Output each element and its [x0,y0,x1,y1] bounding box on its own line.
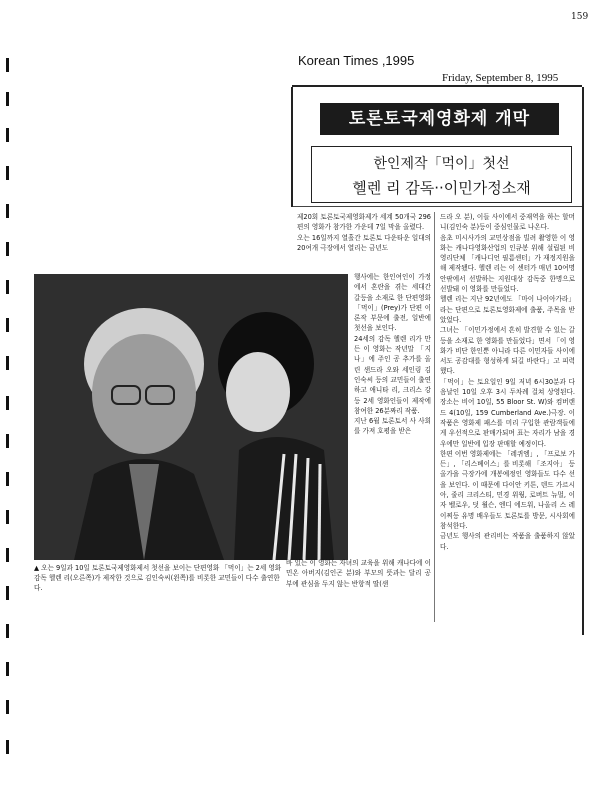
paragraph: 헬렌 리는 지난 92년에도 「마이 나이아가라」라는 단편으로 토론토영화제에 출품, 주목을 받았었다. [440,295,575,324]
paragraph: 24세의 감독 헬렌 리가 만든 이 영화는 작년말 「지나」에 주인 공 추가를 올린 샌드라 오와 세인링 김 인숙씨 등의 교민들이 출연하고 애니타 리, 크리스 강등 2세 영화인들이 제작에 참여한 26분짜리 작품. [354,334,431,415]
news-photo [34,274,350,560]
clipping-right-rule [582,87,584,635]
paragraph: 그녀는 「이민가정에서 흔히 발견할 수 있는 갈등을 소재로 한 영화를 만들었다」면서 「이 영화가 비단 한인뿐 아니라 다른 이민자들 사이에서도 공감대를 형성하게 되길 바란다」고 피력했다. [440,326,575,376]
punch-mark [6,204,9,218]
paragraph: 제20회 토론토국제영화제가 세계 50개국 296편의 영화가 참가한 가운데 7일 막을 올렸다. [297,213,431,232]
photo-caption: ▲ 오는 9일과 10일 토론토국제영화제서 첫선을 보이는 단편영화 「먹이」는 2세 영화감독 헬렌 리(오른쪽)가 제작한 것으로 김인숙씨(왼쪽)를 비롯한 교민들이 다수 출연한다. [34,564,282,592]
photo-image [34,274,348,560]
headline: 토론토국제영화제 개막 [320,103,559,135]
paragraph: 음초 미시사가의 교민상점을 빌려 촬영한 이 영화는 캐나다영화산업의 인큐봉 위해 설립된 비영리단체 「캐나디언 필름센터」가 재정지원을 해 제작됐다. 헬렌 리는 이 센터가 매년 10여명 안팎에서 선발하는 지원대상 감독중 한명으로 선발돼 이 영화를 만들었다. [440,233,575,294]
punch-mark [6,166,9,180]
article-column-b [354,272,431,437]
lead-rule [293,206,582,207]
paragraph: 드라 오 분), 이들 사이에서 중재역을 하는 할머니(김인숙 분)등이 중심인물로 나온다. [440,213,575,232]
column-rule [434,212,435,622]
punch-mark [6,434,9,448]
article-column-c [286,558,431,589]
paragraph: 금년도 행사의 관리비는 작품을 출품하지 않았다. [440,532,575,551]
paragraph: 바 있는 이 영화는 자녀의 교육을 위해 캐나다에 이민온 아버지(김인곤 분)와 부모의 뜻과는 달리 공부에 관심을 두지 않는 반항적 딸(샌 [286,559,431,588]
punch-mark [6,318,9,332]
punch-mark [6,356,9,370]
punch-mark [6,92,9,106]
subhead-line-1: 한인제작「먹이」첫선 [373,156,510,172]
article-column-d [440,212,575,552]
dateline: Friday, September 8, 1995 [442,72,559,84]
punch-mark [6,128,9,142]
article-column-a [297,212,431,253]
punch-mark [6,740,9,754]
punch-mark [6,280,9,294]
paragraph: 지난 6월 토론토서 사 사회를 가져 호평을 받은 [354,417,431,436]
clipping-left-rule [291,87,293,207]
punch-mark [6,510,9,524]
subhead-box [311,146,572,203]
paragraph: 오는 16일까지 열흘간 토론토 다운타운 일대의 20여개 극장에서 열리는 금년도 [297,233,431,252]
punch-mark [6,586,9,600]
paragraph: 「먹이」는 토요일인 9일 저녁 6시30분과 다음날인 10일 오후 3시 두차례 걸쳐 상영된다. 장소는 비어 10일, 55 Bloor St. W)와 컴버랜드 4(10일, 159 Cumberland Ave.)극장. 이 작품은 영화제 패스를 미리 구입한 관람객들에게 우선적으로 판매가되며 표는 자리가 남을 경우에만 일반에 입장 판매할 예정이다. [440,377,575,448]
page-number: 159 [571,12,589,22]
clipping-top-rule [292,85,582,87]
punch-mark [6,700,9,714]
punch-mark [6,662,9,676]
punch-mark [6,396,9,410]
punch-mark [6,242,9,256]
paragraph: 행사에는 한인여인이 가정에서 혼란을 겪는 세대간 갈등을 소재로 한 단편영화 「먹이」(Prey)가 단편 이론작 부문에 출전, 일반에 첫선을 보인다. [354,273,431,333]
source-label: Korean Times ,1995 [298,53,415,68]
punch-mark [6,624,9,638]
subhead-line-2: 헬렌 리 감독··이민가정소재 [352,179,531,197]
punch-mark [6,548,9,562]
punch-mark [6,58,9,72]
punch-mark [6,472,9,486]
paragraph: 한편 이번 영화제에는 「레퀴엠」, 「프로보 가든」, 「리스베이스」를 비롯해 「조지아」 등 올가을 극장가에 개봉예정인 영화들도 다수 선을 보인다. 이 때문에 다이안 키튼, 덴드 가르시아, 줄리 크리스티, 민경 위웡, 로버트 뉴멀, 이자 벨로우, 덧 윌슨, 엔디 에드워, 나올리 스 레이찌등 유명 배우들도 토론토를 방문, 시사회에 참석한다. [440,449,575,530]
